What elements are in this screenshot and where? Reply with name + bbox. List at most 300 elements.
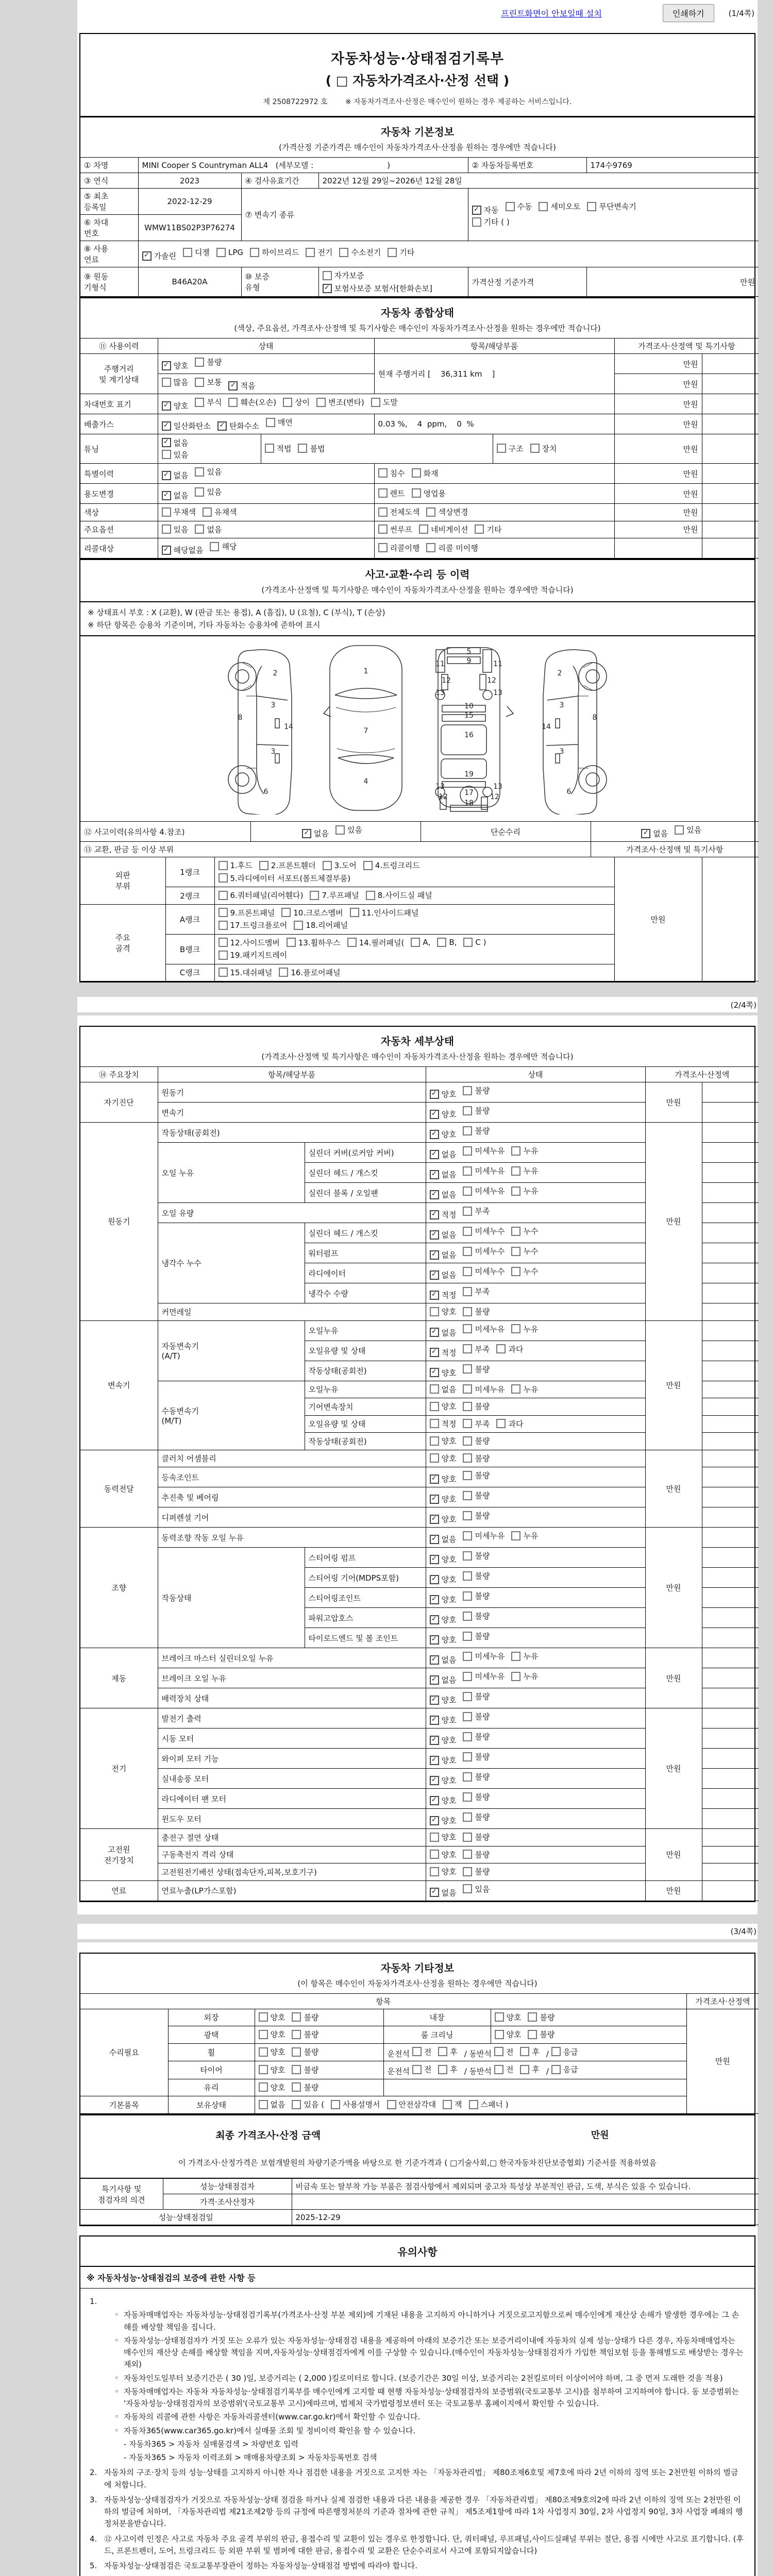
checkbox-unchecked[interactable] [463,1530,505,1541]
checkbox-box[interactable] [162,450,171,459]
checkbox-unchecked[interactable] [279,967,340,978]
checkbox-box[interactable] [511,1672,520,1681]
checkbox-unchecked[interactable] [551,2046,578,2057]
checkbox-box[interactable] [412,2047,422,2056]
checkbox-unchecked[interactable] [463,1590,490,1601]
checkbox-checked[interactable] [430,1715,457,1725]
checkbox-box[interactable]: ✓ [162,401,171,411]
checkbox-unchecked[interactable] [430,1418,457,1429]
checkbox-checked[interactable] [430,1129,457,1140]
checkbox-unchecked[interactable] [494,2064,514,2075]
checkbox-box[interactable] [551,2065,561,2074]
checkbox-unchecked[interactable] [419,524,468,535]
checkbox-unchecked[interactable] [430,1849,457,1860]
checkbox-box[interactable] [463,1419,472,1428]
checkbox-box[interactable]: ✓ [302,829,311,838]
checkbox-unchecked[interactable] [463,1344,490,1354]
checkbox-box[interactable] [363,861,373,870]
checkbox-box[interactable] [438,2065,447,2074]
checkbox-unchecked[interactable] [378,506,420,517]
checkbox-box[interactable]: ✓ [162,421,171,431]
checkbox-unchecked[interactable] [219,873,351,884]
checkbox-box[interactable]: ✓ [430,1495,439,1504]
checkbox-box[interactable] [528,2012,537,2022]
checkbox-box[interactable]: ✓ [430,1328,439,1337]
checkbox-box[interactable] [335,825,345,835]
checkbox-box[interactable] [378,543,388,552]
checkbox-checked[interactable] [430,1534,457,1545]
checkbox-box[interactable] [292,2100,301,2109]
checkbox-unchecked[interactable] [496,1418,523,1429]
checkbox-box[interactable] [195,487,204,497]
checkbox-unchecked[interactable] [469,2099,509,2110]
checkbox-box[interactable] [219,921,228,930]
checkbox-box[interactable]: ✓ [430,1190,439,1199]
checkbox-box[interactable] [511,1531,520,1540]
checkbox-unchecked[interactable] [430,1453,457,1464]
checkbox-unchecked[interactable] [219,890,304,901]
checkbox-unchecked[interactable] [520,2064,540,2075]
checkbox-unchecked[interactable] [511,1266,538,1277]
checkbox-box[interactable]: ✓ [430,1170,439,1179]
checkbox-box[interactable]: ✓ [430,1716,439,1725]
checkbox-unchecked[interactable] [219,937,280,948]
checkbox-box[interactable] [472,217,481,227]
checkbox-unchecked[interactable] [463,1165,505,1176]
checkbox-box[interactable]: ✓ [430,1250,439,1260]
checkbox-box[interactable]: ✓ [430,1696,439,1705]
checkbox-box[interactable]: ✓ [162,361,171,370]
checkbox-box[interactable]: ✓ [430,1555,439,1564]
checkbox-unchecked[interactable] [162,377,189,387]
checkbox-box[interactable]: ✓ [228,381,238,391]
checkbox-unchecked[interactable] [463,1866,490,1877]
checkbox-unchecked[interactable] [472,216,510,227]
checkbox-unchecked[interactable] [475,524,501,535]
checkbox-unchecked[interactable] [511,1226,538,1236]
checkbox-checked[interactable] [430,1755,457,1766]
checkbox-box[interactable] [539,202,548,211]
checkbox-box[interactable] [675,825,684,835]
checkbox-unchecked[interactable] [219,907,275,918]
checkbox-unchecked[interactable] [162,506,196,517]
checkbox-unchecked[interactable] [378,488,405,499]
checkbox-unchecked[interactable] [195,377,222,387]
checkbox-unchecked[interactable] [310,890,359,901]
checkbox-unchecked[interactable] [430,1832,457,1842]
checkbox-box[interactable] [430,1384,439,1394]
checkbox-unchecked[interactable] [463,1125,490,1136]
checkbox-unchecked[interactable] [495,2029,522,2040]
checkbox-unchecked[interactable] [463,1811,490,1822]
checkbox-checked[interactable] [430,1574,457,1585]
checkbox-box[interactable]: ✓ [430,1736,439,1745]
checkbox-unchecked[interactable] [259,860,316,871]
checkbox-box[interactable] [162,524,171,534]
checkbox-unchecked[interactable] [443,2099,462,2110]
checkbox-unchecked[interactable] [463,1651,505,1662]
checkbox-box[interactable] [426,507,435,517]
checkbox-unchecked[interactable] [528,2029,554,2040]
checkbox-box[interactable]: ✓ [217,421,227,431]
checkbox-box[interactable] [259,2047,268,2057]
checkbox-checked[interactable] [430,1249,457,1260]
checkbox-box[interactable]: ✓ [430,1675,439,1685]
checkbox-checked[interactable] [430,1089,457,1099]
checkbox-unchecked[interactable] [323,270,364,281]
checkbox-box[interactable]: ✓ [430,1348,439,1357]
checkbox-checked[interactable] [430,1887,457,1898]
checkbox-box[interactable]: ✓ [430,1270,439,1280]
checkbox-unchecked[interactable] [412,2046,432,2057]
checkbox-unchecked[interactable] [219,967,273,978]
checkbox-unchecked[interactable] [551,2064,578,2075]
checkbox-box[interactable] [463,1384,472,1394]
checkbox-unchecked[interactable] [426,506,468,517]
checkbox-box[interactable] [430,1867,439,1876]
checkbox-box[interactable] [463,1491,472,1500]
checkbox-box[interactable] [387,2100,396,2109]
checkbox-box[interactable] [475,524,484,534]
checkbox-box[interactable] [219,951,228,960]
checkbox-box[interactable] [463,1227,472,1236]
checkbox-box[interactable] [331,2100,340,2109]
checkbox-box[interactable] [463,1571,472,1581]
checkbox-checked[interactable] [430,1229,457,1240]
checkbox-box[interactable] [463,1247,472,1256]
checkbox-checked[interactable] [430,1169,457,1180]
checkbox-box[interactable] [306,248,315,257]
checkbox-unchecked[interactable] [511,1324,538,1334]
checkbox-box[interactable] [316,398,326,407]
checkbox-unchecked[interactable] [287,937,341,948]
checkbox-box[interactable] [463,1166,472,1176]
checkbox-box[interactable] [219,938,228,947]
checkbox-unchecked[interactable] [437,938,457,947]
checkbox-unchecked[interactable] [183,247,210,258]
checkbox-box[interactable] [219,873,228,883]
checkbox-box[interactable] [463,1884,472,1893]
checkbox-unchecked[interactable] [463,1671,505,1682]
checkbox-checked[interactable] [641,828,668,839]
checkbox-unchecked[interactable] [219,860,253,871]
checkbox-unchecked[interactable] [463,1145,505,1156]
checkbox-box[interactable] [496,1419,506,1428]
checkbox-box[interactable] [281,908,291,917]
checkbox-unchecked[interactable] [463,1751,490,1762]
checkbox-checked[interactable] [430,1775,457,1786]
checkbox-unchecked[interactable] [463,1832,490,1842]
checkbox-unchecked[interactable] [265,443,292,454]
checkbox-box[interactable] [438,2047,447,2056]
checkbox-checked[interactable] [162,360,189,371]
checkbox-box[interactable] [443,2100,452,2109]
checkbox-checked[interactable] [430,1290,457,1300]
checkbox-box[interactable] [298,444,307,453]
checkbox-unchecked[interactable] [495,2012,522,2023]
checkbox-checked[interactable] [430,1109,457,1120]
checkbox-unchecked[interactable] [463,1246,505,1257]
checkbox-unchecked[interactable] [511,1671,538,1682]
checkbox-checked[interactable] [430,1674,457,1685]
checkbox-box[interactable] [587,202,596,211]
checkbox-unchecked[interactable] [528,2012,554,2023]
checkbox-box[interactable] [494,2065,503,2074]
checkbox-box[interactable] [463,1324,472,1333]
checkbox-box[interactable] [463,1632,472,1641]
checkbox-box[interactable] [520,2065,529,2074]
checkbox-box[interactable] [378,524,388,534]
checkbox-box[interactable] [371,398,380,407]
checkbox-checked[interactable] [162,437,189,448]
checkbox-box[interactable]: ✓ [430,1575,439,1584]
checkbox-box[interactable] [463,1732,472,1741]
checkbox-unchecked[interactable] [463,1731,490,1742]
checkbox-box[interactable] [463,1867,472,1876]
checkbox-box[interactable] [463,1402,472,1411]
checkbox-unchecked[interactable] [306,247,332,258]
checkbox-box[interactable]: ✓ [162,491,171,500]
checkbox-box[interactable] [463,1207,472,1216]
checkbox-box[interactable] [463,1436,472,1446]
checkbox-box[interactable] [378,488,388,498]
checkbox-box[interactable] [219,908,228,917]
checkbox-box[interactable] [411,938,420,947]
checkbox-unchecked[interactable] [259,2064,285,2075]
checkbox-box[interactable] [463,1267,472,1276]
checkbox-unchecked[interactable] [219,950,288,960]
checkbox-unchecked[interactable] [463,1849,490,1860]
checkbox-unchecked[interactable] [162,449,189,460]
checkbox-box[interactable]: ✓ [430,1888,439,1897]
checkbox-checked[interactable] [162,545,204,555]
checkbox-unchecked[interactable] [463,1884,490,1894]
checkbox-unchecked[interactable] [195,466,222,477]
checkbox-unchecked[interactable] [430,1306,457,1317]
checkbox-box[interactable] [511,1384,520,1394]
checkbox-unchecked[interactable] [494,2046,514,2057]
checkbox-unchecked[interactable] [463,1185,505,1196]
checkbox-unchecked[interactable] [195,486,222,497]
checkbox-box[interactable] [292,2030,301,2039]
checkbox-box[interactable] [463,1752,472,1761]
checkbox-box[interactable] [323,271,332,280]
checkbox-box[interactable] [463,1812,472,1822]
checkbox-unchecked[interactable] [430,1435,457,1446]
checkbox-box[interactable] [463,1453,472,1463]
checkbox-box[interactable] [426,543,435,552]
checkbox-unchecked[interactable] [511,1165,538,1176]
checkbox-box[interactable] [292,2047,301,2057]
checkbox-unchecked[interactable] [195,397,222,408]
checkbox-checked[interactable] [162,470,189,481]
checkbox-checked[interactable] [430,1149,457,1160]
checkbox-box[interactable] [216,248,226,257]
checkbox-box[interactable] [378,468,388,478]
checkbox-unchecked[interactable] [463,1105,490,1116]
checkbox-unchecked[interactable] [539,201,580,212]
checkbox-box[interactable] [495,2030,504,2039]
checkbox-box[interactable] [287,938,296,947]
checkbox-box[interactable] [259,2082,268,2092]
checkbox-unchecked[interactable] [463,1510,490,1521]
checkbox-box[interactable] [463,1531,472,1540]
checkbox-box[interactable] [463,1364,472,1374]
checkbox-box[interactable] [463,1471,472,1480]
checkbox-unchecked[interactable] [259,2029,285,2040]
checkbox-checked[interactable] [142,250,176,261]
checkbox-box[interactable] [412,468,421,478]
checkbox-box[interactable] [283,398,292,407]
checkbox-unchecked[interactable] [412,2064,432,2075]
checkbox-box[interactable] [511,1267,520,1276]
checkbox-box[interactable] [259,861,268,870]
checkbox-box[interactable]: ✓ [430,1635,439,1645]
checkbox-box[interactable] [511,1146,520,1156]
checkbox-unchecked[interactable] [438,2064,458,2075]
checkbox-unchecked[interactable] [259,2012,285,2023]
checkbox-unchecked[interactable] [463,1384,505,1395]
checkbox-box[interactable]: ✓ [641,829,650,838]
checkbox-box[interactable] [266,418,275,427]
checkbox-box[interactable]: ✓ [430,1776,439,1785]
checkbox-unchecked[interactable] [530,443,557,454]
checkbox-unchecked[interactable] [506,201,532,212]
checkbox-box[interactable] [463,1612,472,1621]
checkbox-checked[interactable] [430,1654,457,1665]
checkbox-unchecked[interactable] [266,417,293,428]
checkbox-unchecked[interactable] [378,524,412,535]
checkbox-box[interactable] [195,524,204,534]
checkbox-box[interactable]: ✓ [430,1615,439,1624]
checkbox-unchecked[interactable] [294,920,348,930]
checkbox-unchecked[interactable] [366,890,432,901]
checkbox-checked[interactable] [430,1554,457,1565]
checkbox-checked[interactable] [302,828,329,839]
checkbox-box[interactable] [219,968,228,977]
checkbox-box[interactable] [219,891,228,900]
checkbox-box[interactable] [294,921,303,930]
checkbox-unchecked[interactable] [463,1631,490,1641]
checkbox-unchecked[interactable] [430,1401,457,1412]
checkbox-unchecked[interactable] [292,2046,318,2057]
checkbox-unchecked[interactable] [316,397,364,408]
checkbox-unchecked[interactable] [463,1771,490,1782]
checkbox-box[interactable] [259,2100,268,2109]
checkbox-box[interactable] [520,2047,529,2056]
checkbox-unchecked[interactable] [210,541,237,552]
checkbox-checked[interactable] [430,1795,457,1806]
checkbox-box[interactable] [463,1106,472,1115]
checkbox-box[interactable]: ✓ [430,1090,439,1099]
checkbox-box[interactable] [366,891,375,900]
checkbox-box[interactable] [463,1551,472,1561]
checkbox-box[interactable]: ✓ [430,1150,439,1159]
checkbox-unchecked[interactable] [463,1611,490,1621]
checkbox-box[interactable] [551,2047,561,2056]
checkbox-unchecked[interactable] [675,824,701,835]
checkbox-box[interactable] [463,1692,472,1701]
checkbox-box[interactable] [412,488,421,498]
checkbox-box[interactable]: ✓ [162,546,171,555]
checkbox-unchecked[interactable] [463,1711,490,1722]
checkbox-box[interactable]: ✓ [430,1210,439,1219]
checkbox-unchecked[interactable] [511,1384,538,1395]
checkbox-box[interactable]: ✓ [472,206,481,215]
checkbox-unchecked[interactable] [463,1435,490,1446]
checkbox-box[interactable]: ✓ [430,1595,439,1604]
checkbox-box[interactable] [259,2065,268,2074]
checkbox-unchecked[interactable] [511,1651,538,1662]
checkbox-checked[interactable] [430,1209,457,1220]
checkbox-unchecked[interactable] [463,1226,505,1236]
checkbox-box[interactable] [259,2012,268,2022]
checkbox-unchecked[interactable] [463,1550,490,1561]
checkbox-unchecked[interactable] [463,1085,490,1096]
print-button[interactable]: 인쇄하기 [663,4,714,22]
checkbox-unchecked[interactable] [298,443,325,454]
checkbox-box[interactable] [430,1402,439,1411]
checkbox-box[interactable] [430,1436,439,1446]
checkbox-box[interactable] [463,1511,472,1520]
checkbox-unchecked[interactable] [387,2099,436,2110]
checkbox-unchecked[interactable] [216,248,243,257]
checkbox-unchecked[interactable] [463,1364,490,1375]
checkbox-unchecked[interactable] [250,247,299,258]
checkbox-box[interactable]: ✓ [430,1130,439,1139]
checkbox-unchecked[interactable] [463,1206,490,1216]
checkbox-checked[interactable] [323,283,432,294]
checkbox-box[interactable]: ✓ [430,1535,439,1544]
checkbox-unchecked[interactable] [587,201,636,212]
checkbox-unchecked[interactable] [378,543,420,553]
checkbox-box[interactable]: ✓ [430,1655,439,1665]
checkbox-unchecked[interactable] [259,2099,285,2110]
checkbox-box[interactable] [511,1166,520,1176]
checkbox-box[interactable] [210,542,219,551]
checkbox-unchecked[interactable] [331,2099,380,2110]
checkbox-unchecked[interactable] [281,907,343,918]
checkbox-unchecked[interactable] [497,443,524,454]
checkbox-box[interactable] [463,1712,472,1721]
checkbox-box[interactable] [463,1792,472,1802]
checkbox-unchecked[interactable] [347,937,405,948]
checkbox-box[interactable] [195,358,204,367]
checkbox-unchecked[interactable] [463,1691,490,1702]
checkbox-unchecked[interactable] [412,468,439,479]
checkbox-box[interactable]: ✓ [430,1756,439,1765]
checkbox-box[interactable]: ✓ [162,471,171,480]
checkbox-box[interactable] [430,1850,439,1859]
checkbox-box[interactable] [469,2100,478,2109]
checkbox-unchecked[interactable] [463,1401,490,1412]
checkbox-box[interactable]: ✓ [323,284,332,293]
checkbox-box[interactable] [463,938,473,947]
checkbox-box[interactable] [463,1187,472,1196]
checkbox-checked[interactable] [430,1494,457,1504]
checkbox-unchecked[interactable] [219,920,288,930]
checkbox-box[interactable]: ✓ [142,251,152,261]
checkbox-box[interactable] [494,2047,503,2056]
checkbox-checked[interactable] [162,420,211,431]
checkbox-unchecked[interactable] [520,2046,540,2057]
checkbox-unchecked[interactable] [496,1344,523,1354]
checkbox-box[interactable] [162,378,171,387]
checkbox-box[interactable] [463,1307,472,1316]
checkbox-unchecked[interactable] [195,524,222,535]
checkbox-unchecked[interactable] [463,1791,490,1802]
checkbox-checked[interactable] [430,1815,457,1826]
